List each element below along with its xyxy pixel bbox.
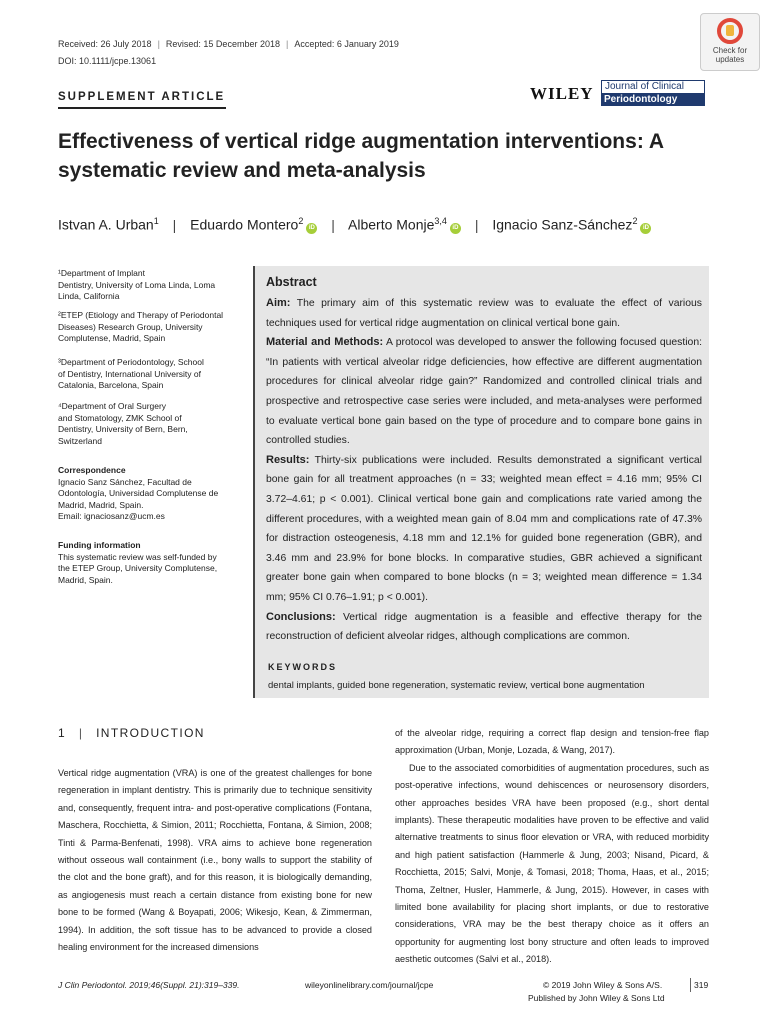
affiliation-line: of Dentistry, International University of — [58, 368, 201, 379]
affiliation-line: ¹Department of Implant — [58, 268, 145, 278]
footer-journal-url[interactable]: wileyonlinelibrary.com/journal/jcpe — [305, 980, 434, 990]
author-name[interactable]: Ignacio Sanz-Sánchez — [492, 216, 633, 233]
affiliation-1 — [58, 268, 238, 303]
author-name[interactable]: Istvan A. Urban — [58, 216, 154, 233]
check-updates-label-2: updates — [715, 55, 745, 64]
affiliation-line: ³Department of Periodontology, School — [58, 357, 204, 367]
affiliation-line: Switzerland — [58, 435, 102, 446]
abstract-results-text: Thirty-six publications were included. Results demonstrated a significant vertical bone gain for all treatment approaches (n = 33; weighted mean effect = 4.16 mm; 95% CI 3.72–4.61; p < 0.001). Clinical vertical bone gain and complications rate varied among the different procedures, with a weighted mean gain of 8.04 mm and complications rate of 47.3% for distraction osteogenesis, 4.18 mm and 12.1% for guided bone regeneration (GBR), and 3.46 mm and 23.9% for bone blocks. In comparative studies, GBR achieved a significant greater bone gain when compared to bone blocks (n = 3; weighted mean difference = 1.34 mm; 95% CI 0.76–1.91; p < 0.001). — [266, 454, 702, 603]
journal-logo — [601, 80, 705, 107]
check-updates-label-1: Check for — [712, 46, 748, 55]
orcid-icon[interactable]: iD — [306, 223, 317, 234]
footer-divider — [690, 978, 691, 992]
abstract-methods-label: Material and Methods: — [266, 336, 384, 349]
body-column-right — [395, 725, 709, 969]
orcid-icon[interactable]: iD — [450, 223, 461, 234]
correspondence-block — [58, 465, 238, 523]
abstract-conclusions — [266, 608, 702, 647]
body-paragraph: of the alveolar ridge, requiring a correct flap design and tension-free flap approximation (Urban, Monje, Lozada, & Wang, 2017). — [395, 728, 709, 756]
abstract-results — [266, 451, 702, 608]
funding-line: This systematic review was self-funded by — [58, 551, 217, 562]
funding-line: the ETEP Group, University Complutense, — [58, 563, 218, 573]
article-title: Effectiveness of vertical ridge augmentation interventions: A systematic review and meta-analysis — [58, 130, 664, 182]
correspondence-line: Madrid, Madrid, Spain. — [58, 499, 144, 510]
body-paragraph: Vertical ridge augmentation (VRA) is one of the greatest challenges for bone regeneration in implant dentistry. This is primarily due to technique sensitivity and, consequently, frequent intra- and post-operative complications (Fontana, Maschera, Rocchietta, & Simion, 2011; Rocchietta, Fontana, & Simion, 2008; Tinti & Parma-Benfenati, 1998). VRA aims to achieve bone regeneration without osseous wall containment (i.e., bony walls to support the stability of the clot and the bone graft), and for this reason, it is biologically demanding, as angiogenesis must reach a certain distance from existing bone for new bone to be formed (Wang & Boyapati, 2006; Wikesjo, Kean, & Zimmerman, 1994). In addition, the soft tissue has to be advanced to provide a closed healing environment for the increased dimensions — [58, 768, 372, 953]
footer-citation: J Clin Periodontol. 2019;46(Suppl. 21):319–339. — [58, 980, 240, 990]
bookmark-icon — [717, 18, 743, 44]
abstract-left-rule — [253, 266, 255, 698]
doi-link[interactable]: DOI: 10.1111/jcpe.13061 — [58, 56, 157, 66]
accepted-date: Accepted: 6 January 2019 — [294, 39, 399, 49]
footer-copyright: © 2019 John Wiley & Sons A/S. — [543, 980, 663, 990]
author-affiliation-mark: 2 — [298, 216, 304, 226]
author-separator: | — [172, 216, 177, 233]
section-heading — [58, 726, 205, 740]
author-name[interactable]: Alberto Monje — [348, 216, 435, 233]
affiliation-line: Dentistry, University of Loma Linda, Loma — [58, 279, 216, 290]
funding-heading: Funding information — [58, 540, 141, 550]
body-column-left — [58, 765, 372, 956]
abstract-aim-text: The primary aim of this systematic review was to evaluate the effect of various techniques used for vertical ridge augmentation on clinical vertical bone gain. — [266, 298, 702, 329]
funding-line: Madrid, Spain. — [58, 574, 113, 585]
correspondence-line: Odontología, Universidad Complutense de — [58, 488, 219, 498]
affiliation-line: Linda, California — [58, 291, 120, 301]
affiliation-4 — [58, 401, 238, 447]
journal-logo-line2: Periodontology — [601, 94, 705, 106]
check-for-updates-button[interactable] — [700, 13, 760, 71]
affiliation-line: ⁴Department of Oral Surgery — [58, 401, 167, 411]
section-title: INTRODUCTION — [96, 726, 205, 740]
abstract-results-label: Results: — [266, 453, 310, 466]
affiliation-line: Dentistry, University of Bern, Bern, — [58, 424, 188, 434]
article-type-underline — [58, 107, 226, 109]
correspondence-line: Ignacio Sanz Sánchez, Facultad de — [58, 476, 192, 487]
author-list — [58, 216, 651, 234]
abstract-conclusions-text: Vertical ridge augmentation is a feasible and effective therapy for the reconstruction of deficient alveolar ridges, although complications are common. — [266, 611, 703, 643]
author-separator: | — [331, 216, 335, 233]
abstract-aim — [266, 294, 702, 333]
abstract-conclusions-label: Conclusions: — [266, 610, 336, 623]
abstract-heading: Abstract — [266, 275, 317, 289]
journal-logo-line1: Journal of Clinical — [601, 80, 705, 94]
affiliation-line: ²ETEP (Etiology and Therapy of Periodontal — [58, 310, 224, 320]
author-separator: | — [474, 216, 479, 233]
correspondence-email[interactable]: Email: ignaciosanz@ucm.es — [58, 511, 165, 521]
revised-date: Revised: 15 December 2018 — [165, 39, 280, 49]
author-name[interactable]: Eduardo Montero — [190, 216, 299, 233]
keywords-heading: KEYWORDS — [268, 662, 338, 672]
abstract-aim-label: Aim: — [266, 297, 291, 309]
affiliation-3 — [58, 357, 238, 392]
publisher-logo: WILEY — [530, 84, 594, 103]
affiliation-2 — [58, 310, 238, 345]
author-affiliation-mark: 3,4 — [434, 216, 447, 226]
orcid-icon[interactable]: iD — [640, 223, 651, 234]
affiliation-line: Diseases) Research Group, University — [58, 321, 203, 332]
keywords-list: dental implants, guided bone regeneration, systematic review, vertical bone augmentation — [268, 680, 645, 691]
abstract-text — [266, 294, 702, 647]
body-paragraph: Due to the associated comorbidities of augmentation procedures, such as post-operative infections, wound dehiscences or neurosensory disorders, other approaches besides VRA have been proposed (e.g., short dental implants). These therapeutic modalities have proven to be effective and valid alternative treatments to sinus floor elevation or VRA, with reduced morbidity and high patient satisfaction (Hammerle & Jung, 2003; Nisand, Picard, & Rocchietta, 2015; Salvi, Monje, & Tomasi, 2018; Thoma, Haas, et al., 2015; Thoma, Zeltner, Husler, Hammerle, & Jung, 2015). However, in cases with limited bone availability for placing short implants, or due to restorative considerations, VRA may be the best therapy choice as it offers an opportunity for augmenting lost bony structure and often leads to improved aesthetic outcomes (Salvi et al., 2018). — [395, 762, 709, 965]
section-separator: | — [78, 726, 84, 740]
abstract-methods-text: A protocol was developed to answer the following focused question: “In patients with vertical alveolar ridge deficiencies, how effective are different augmentation procedures for clinical alveolar ridge gain?” Randomized and controlled clinical trials and prospective and retrospective case series were included, and meta-analyses were performed to evaluate vertical bone gain based on the type of procedure and to compare bone gains in controlled studies. — [266, 337, 703, 447]
article-type: SUPPLEMENT ARTICLE — [58, 91, 226, 103]
author-affiliation-mark: 2 — [632, 216, 638, 226]
correspondence-heading: Correspondence — [58, 465, 126, 475]
article-dates: Received: 26 July 2018 | Revised: 15 December 2018 | Accepted: 6 January 2019 — [58, 39, 399, 49]
footer-publisher: Published by John Wiley & Sons Ltd — [528, 993, 665, 1003]
received-date: Received: 26 July 2018 — [58, 39, 152, 49]
funding-block — [58, 540, 238, 586]
affiliation-line: Catalonia, Barcelona, Spain — [58, 380, 164, 390]
affiliation-line: Complutense, Madrid, Spain — [58, 333, 166, 343]
author-affiliation-mark: 1 — [153, 216, 159, 226]
section-number: 1 — [58, 726, 67, 740]
affiliation-line: and Stomatology, ZMK School of — [58, 412, 182, 423]
page-number: 319 — [694, 980, 709, 990]
abstract-methods — [266, 333, 702, 451]
